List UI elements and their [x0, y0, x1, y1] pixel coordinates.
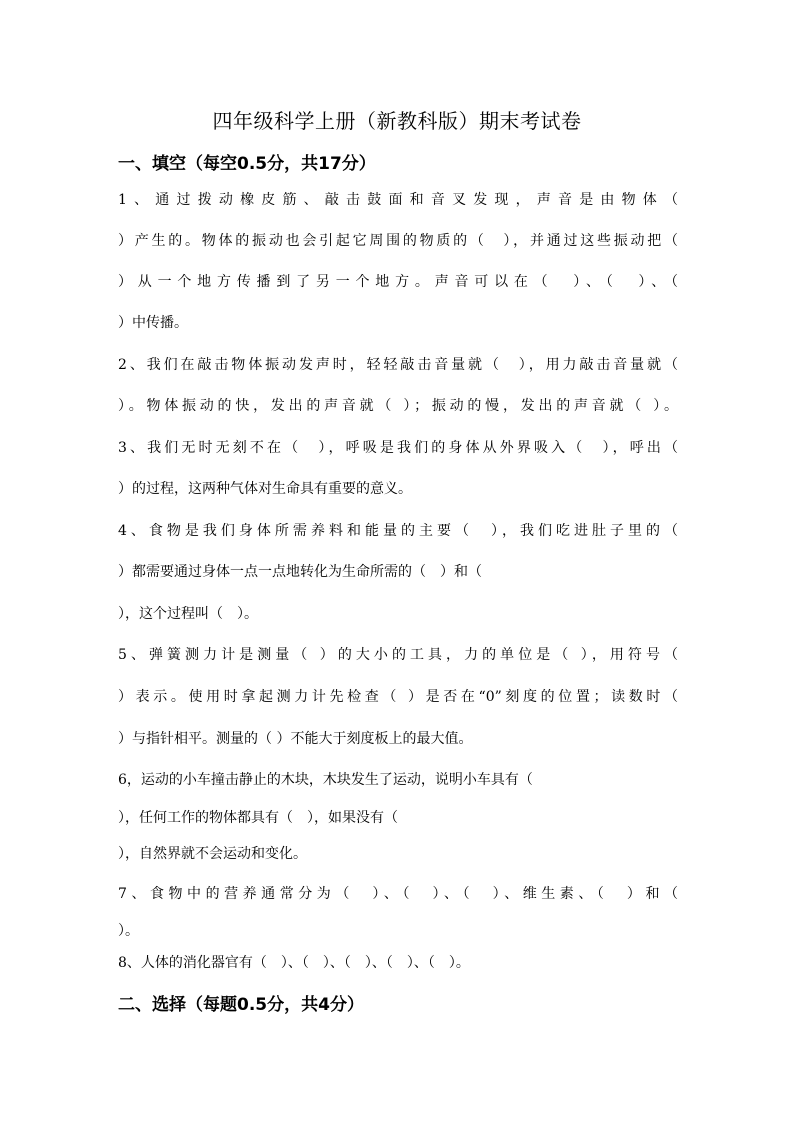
question-line: ）与指针相平。测量的（ ）不能大于刻度板上的最大值。 — [118, 731, 473, 747]
question-line: ）的过程，这两种气体对生命具有重要的意义。 — [118, 481, 412, 497]
question-line: ）都需要通过身体一点一点地转化为生命所需的（ ）和（ — [118, 564, 482, 580]
question-line: ），这个过程叫（ ）。 — [118, 606, 258, 622]
question-line: ）。物体振动的快，发出的声音就（ ）；振动的慢，发出的声音就（ ）。 — [118, 398, 678, 414]
question-line: 8、人体的消化器官有（ ）、（ ）、（ ）、（ ）、（ ）。 — [118, 955, 470, 971]
question-line: ）表示。使用时拿起测力计先检查（ ）是否在“0”刻度的位置；读数时（ — [118, 689, 678, 705]
question-line: 6，运动的小车撞击静止的木块，木块发生了运动，说明小车具有（ — [118, 772, 533, 788]
page-title: 四年级科学上册（新教科版）期末考试卷 — [212, 109, 582, 133]
question-line: ），自然界就不会运动和变化。 — [118, 846, 307, 862]
question-line: ）。 — [118, 923, 139, 939]
question-line: 2、我们在敲击物体振动发声时，轻轻敲击音量就（ ），用力敲击音量就（ — [118, 357, 678, 373]
question-line: ）产生的。物体的振动也会引起它周围的物质的（ ），并通过这些振动把（ — [118, 233, 678, 249]
question-line: ）从一个地方传播到了另一个地方。声音可以在（ ）、（ ）、（ — [118, 274, 678, 290]
section-heading-choice: 二、选择（每题0.5分，共4分） — [118, 995, 364, 1015]
question-line: 4、食物是我们身体所需养料和能量的主要（ ），我们吃进肚子里的（ — [118, 523, 678, 539]
question-line: 5、弹簧测力计是测量（ ）的大小的工具，力的单位是（ ），用符号（ — [118, 647, 678, 663]
question-line: 7、食物中的营养通常分为（ ）、（ ）、（ ）、维生素、（ ）和（ — [118, 886, 678, 902]
question-line: ）中传播。 — [118, 315, 188, 331]
question-line: ），任何工作的物体都具有（ ），如果没有（ — [118, 810, 398, 826]
question-line: 3、我们无时无刻不在（ ），呼吸是我们的身体从外界吸入（ ），呼出（ — [118, 440, 678, 456]
section-heading-fill-in: 一、填空（每空0.5分，共17分） — [118, 154, 376, 174]
question-line: 1、通过拨动橡皮筋、敲击鼓面和音叉发现，声音是由物体（ — [118, 192, 678, 208]
